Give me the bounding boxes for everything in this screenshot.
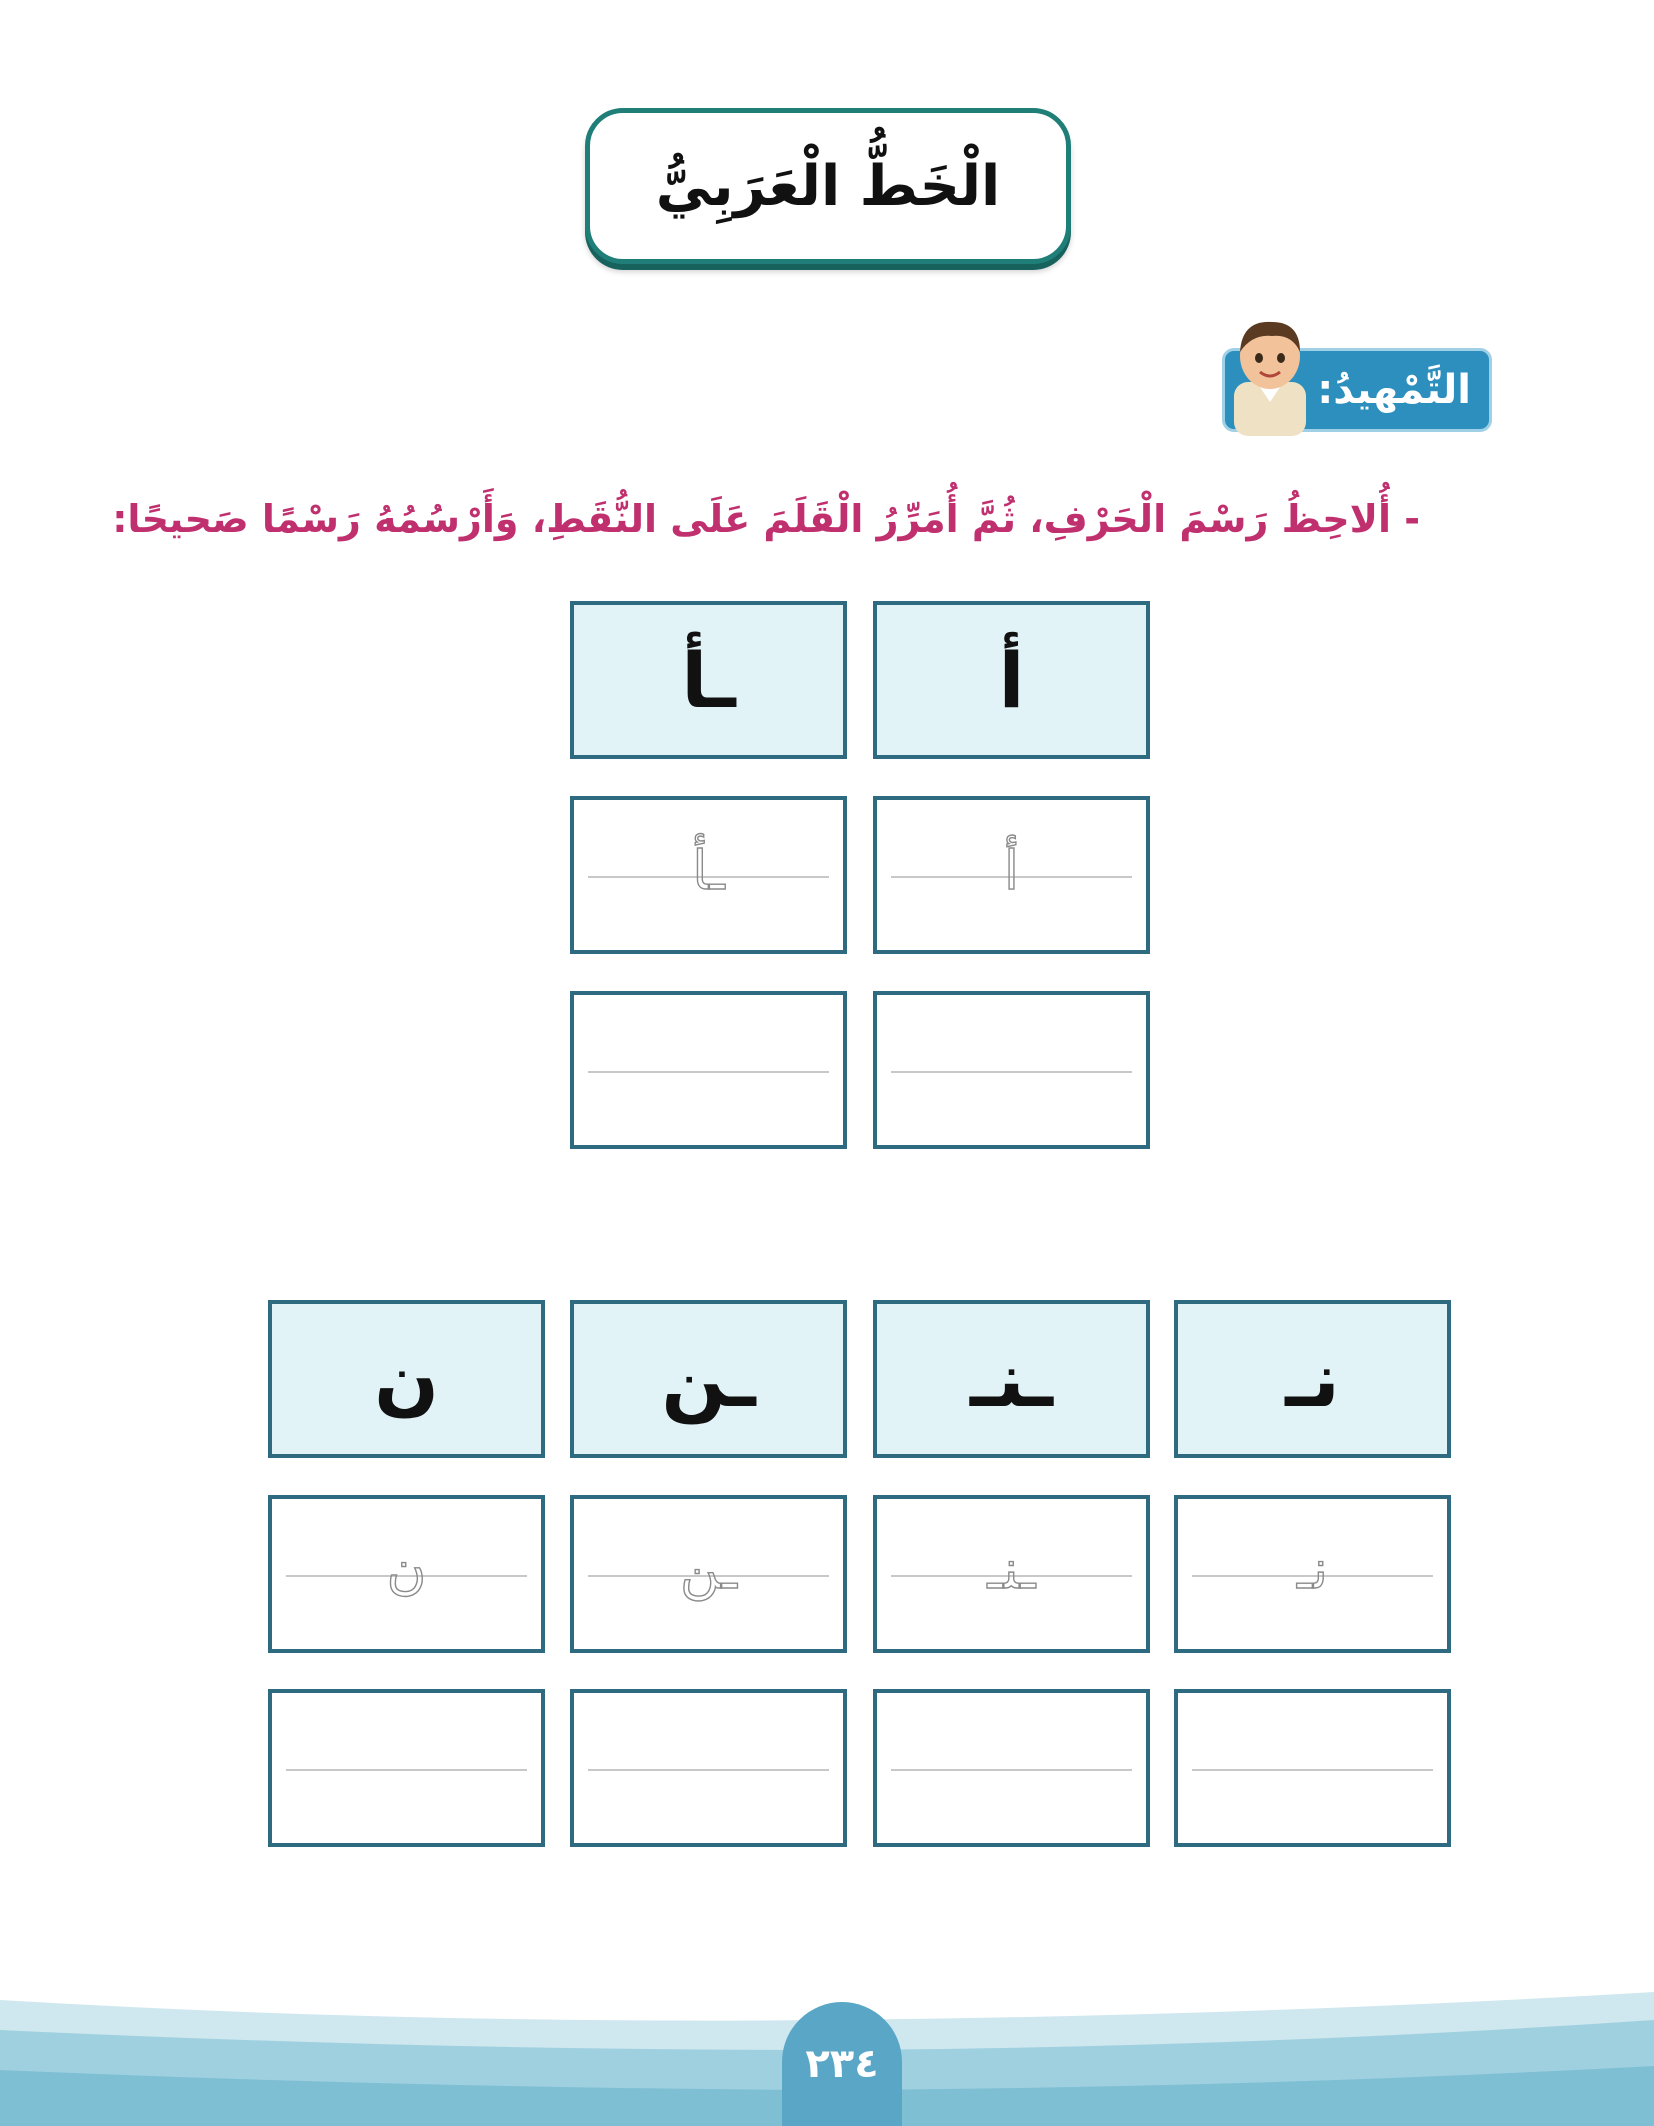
alif-isolated-write-box[interactable] xyxy=(873,991,1150,1149)
noon-initial-head xyxy=(1174,1300,1451,1458)
baseline xyxy=(1192,1769,1433,1771)
noon-final-head xyxy=(570,1300,847,1458)
dotted-letter: ـن xyxy=(680,1538,737,1601)
dotted-letter: ـنـ xyxy=(987,1538,1036,1601)
noon-isolated-trace-box[interactable] xyxy=(268,1495,545,1653)
letter-glyph: ن xyxy=(374,1334,439,1424)
baseline xyxy=(891,1071,1132,1073)
alif-isolated-head xyxy=(873,601,1150,759)
lesson-title: الْخَطُّ الْعَرَبِيُّ xyxy=(655,153,1001,219)
alif-final-write-box[interactable] xyxy=(570,991,847,1149)
dotted-letter: ـأ xyxy=(692,839,725,902)
noon-final-write-box[interactable] xyxy=(570,1689,847,1847)
baseline xyxy=(588,1071,829,1073)
noon-initial-trace-box[interactable] xyxy=(1174,1495,1451,1653)
letter-glyph: ـأ xyxy=(681,635,736,725)
noon-medial-trace-box[interactable] xyxy=(873,1495,1150,1653)
instruction-text: - أُلاحِظُ رَسْمَ الْحَرْفِ، ثُمَّ أُمَرِّرُ الْقَلَمَ عَلَى النُّقَطِ، وَأَرْسُمُهُ رَسْمًا صَحيحًا: xyxy=(112,497,1420,541)
lesson-title-banner xyxy=(585,108,1071,264)
page-number: ٢٣٤ xyxy=(782,2002,902,2126)
dotted-letter: ن xyxy=(386,1538,427,1601)
letter-glyph: أ xyxy=(998,635,1025,725)
letter-glyph: نـ xyxy=(1285,1334,1340,1424)
noon-medial-head xyxy=(873,1300,1150,1458)
noon-medial-write-box[interactable] xyxy=(873,1689,1150,1847)
intro-label: التَّمْهيدُ: xyxy=(1317,367,1471,413)
boy-avatar-icon xyxy=(1220,312,1320,436)
noon-final-trace-box[interactable] xyxy=(570,1495,847,1653)
alif-final-head xyxy=(570,601,847,759)
letter-glyph: ـن xyxy=(661,1334,756,1424)
baseline xyxy=(588,1769,829,1771)
alif-isolated-trace-box[interactable] xyxy=(873,796,1150,954)
dotted-letter: أ xyxy=(1003,839,1019,902)
alif-final-trace-box[interactable] xyxy=(570,796,847,954)
baseline xyxy=(891,1769,1132,1771)
dotted-letter: نـ xyxy=(1297,1538,1328,1601)
noon-initial-write-box[interactable] xyxy=(1174,1689,1451,1847)
baseline xyxy=(286,1769,527,1771)
noon-isolated-head xyxy=(268,1300,545,1458)
letter-glyph: ـنـ xyxy=(970,1334,1053,1424)
noon-isolated-write-box[interactable] xyxy=(268,1689,545,1847)
